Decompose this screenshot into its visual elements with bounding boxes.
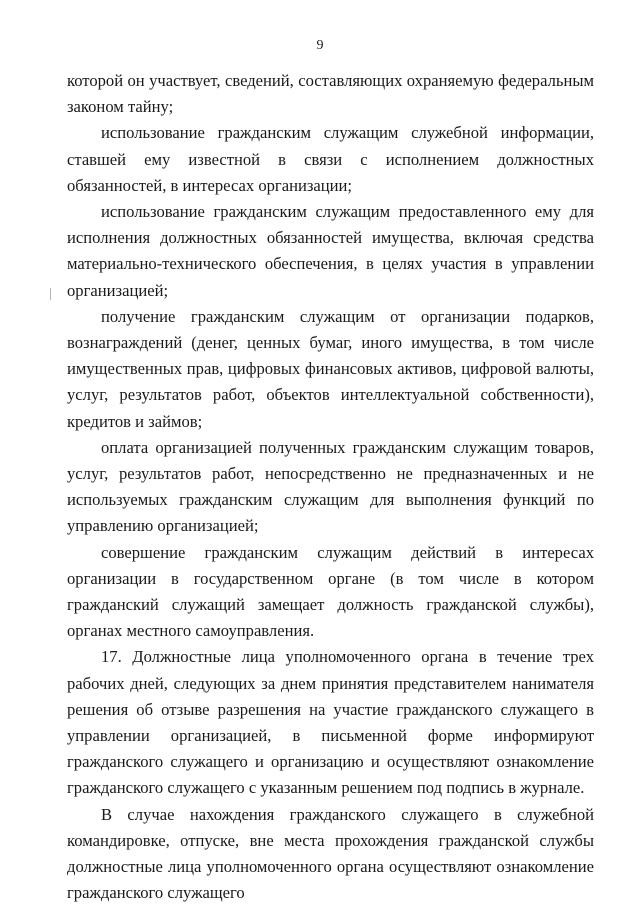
page-number: 9 [316, 38, 324, 53]
margin-mark [50, 288, 51, 300]
paragraph-item-17: 17. Должностные лица уполномоченного органа в течение трех рабочих дней, следующих за днем принятия представителем нанимателя решения об отзыве разрешения на участие гражданского служащего в управлении организацией, в письменной форме информируют гражданского служащего и организацию и осуществляют ознакомление гражданского служащего с указанным решением под подпись в журнале. [67, 647, 594, 798]
paragraph-continued: которой он участвует, сведений, составляющих охраняемую федеральным законом тайну; [67, 71, 594, 117]
paragraph-payment: оплата организацией полученных гражданским служащим товаров, услуг, результатов работ, непосредственно не предназначенных и не используемых гражданским служащим для выполнения функций по управлению организацией; [67, 437, 594, 536]
paragraph-business-trip: В случае нахождения гражданского служащего в служебной командировке, отпуске, вне места прохождения гражданской службы должностные лица уполномоченного органа осуществляют ознакомление гражданского служащего [67, 804, 594, 903]
paragraph-gifts: получение гражданским служащим от организации подарков, вознаграждений (денег, ценных бумаг, иного имущества, в том числе имущественных прав, цифровых финансовых активов, цифровой валюты, услуг, результатов работ, объектов интеллектуальной собственности), кредитов и займов; [67, 306, 594, 431]
paragraph-property-use: использование гражданским служащим предоставленного ему для исполнения должностных обязанностей имущества, включая средства материально-технического обеспечения, в целях участия в управлении организацией; [67, 202, 594, 300]
document-body [67, 68, 594, 907]
paragraph-actions: совершение гражданским служащим действий в интересах организации в государственном органе (в том числе в котором гражданский служащий замещает должность гражданской службы), органах местного самоуправления. [67, 542, 594, 641]
paragraph-service-information: использование гражданским служащим служебной информации, ставшей ему известной в связи с исполнением должностных обязанностей, в интересах организации; [67, 123, 594, 195]
